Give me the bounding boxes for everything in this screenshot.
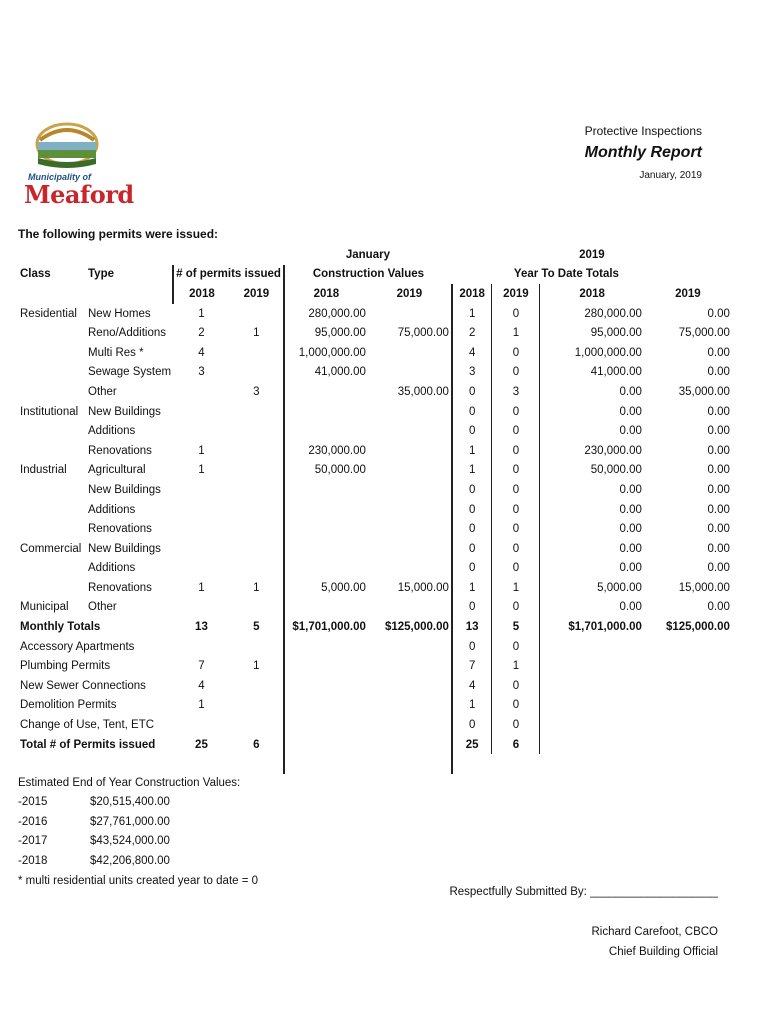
extra-t2019	[644, 676, 732, 696]
col-ytd-year: 2019	[579, 248, 605, 261]
mt-p19: 5	[230, 617, 284, 637]
row-t2019: 35,000.00	[678, 385, 730, 398]
row-p2019: 1	[230, 323, 284, 343]
extra-v2019	[368, 637, 452, 657]
extra-p2018	[173, 637, 230, 657]
row-y2019: 0	[492, 343, 540, 363]
extra-v2019	[368, 696, 452, 716]
row-p2018: 1	[198, 581, 205, 594]
extra-p2018	[173, 715, 230, 735]
row-t2019: 75,000.00	[678, 327, 730, 340]
row-type: New Buildings	[88, 542, 161, 555]
row-y2019: 0	[492, 559, 540, 579]
extra-v2018	[284, 637, 368, 657]
row-p2019: 3	[230, 382, 284, 402]
row-y2018: 0	[452, 500, 492, 520]
extra-label: Plumbing Permits	[20, 660, 111, 673]
official-role: Chief Building Official	[608, 946, 718, 958]
extra-y2019: 0	[492, 715, 540, 735]
mt-y19: 5	[492, 617, 540, 637]
multi-res-note: * multi residential units created year to date = 0	[18, 875, 259, 887]
submitted-by: Respectfully Submitted By: ____________________	[449, 886, 718, 898]
row-v2019: 35,000.00	[368, 382, 452, 402]
col-p2018: 2018	[173, 284, 230, 304]
report-date: January, 2019	[639, 170, 702, 181]
extra-t2019	[644, 696, 732, 716]
row-v2018: 1,000,000.00	[298, 346, 366, 359]
row-t2018: 0.00	[619, 542, 642, 555]
row-class	[18, 480, 86, 500]
mt-t18: $1,701,000.00	[568, 621, 642, 634]
header-row-1	[18, 245, 732, 265]
extra-y2018: 4	[452, 676, 492, 696]
row-v2018	[284, 421, 368, 441]
row-p2018: 1	[198, 464, 205, 477]
row-v2018: 41,000.00	[314, 366, 366, 379]
row-y2019: 0	[492, 461, 540, 481]
row-t2019: 0.00	[707, 523, 730, 536]
extra-label: Demolition Permits	[20, 699, 117, 712]
estimate-year: -2017	[18, 835, 48, 848]
row-v2018	[284, 598, 368, 618]
col-p2019: 2019	[230, 284, 284, 304]
row-t2018: 95,000.00	[590, 327, 642, 340]
row-t2019: 0.00	[707, 601, 730, 614]
row-t2019: 0.00	[707, 346, 730, 359]
permit-row	[18, 578, 732, 598]
extra-row	[18, 676, 732, 696]
permit-row	[18, 323, 732, 343]
row-v2018	[284, 382, 368, 402]
row-type: New Buildings	[88, 483, 161, 496]
report-title: Monthly Report	[584, 144, 702, 161]
row-t2018: 0.00	[619, 503, 642, 516]
row-p2019	[230, 304, 284, 324]
row-class	[18, 441, 86, 461]
estimate-row	[18, 816, 170, 836]
col-ytd-title: Year To Date Totals	[513, 268, 619, 281]
row-v2019	[368, 519, 452, 539]
row-t2018: 0.00	[619, 405, 642, 418]
permit-row	[18, 519, 732, 539]
extra-label: Change of Use, Tent, ETC	[20, 719, 155, 732]
row-class: Industrial	[20, 464, 67, 477]
department-name: Protective Inspections	[584, 124, 702, 138]
row-t2019: 0.00	[707, 425, 730, 438]
extra-p2019	[230, 696, 284, 716]
row-y2019: 0	[492, 519, 540, 539]
row-y2018: 3	[452, 363, 492, 383]
row-t2019: 0.00	[707, 366, 730, 379]
extra-v2019	[368, 715, 452, 735]
extra-row	[18, 656, 732, 676]
permit-rows	[18, 304, 732, 618]
mt-v19: $125,000.00	[368, 617, 452, 637]
row-y2019: 0	[492, 304, 540, 324]
row-y2019: 3	[492, 382, 540, 402]
col-v2018: 2018	[313, 287, 340, 300]
extra-p2019	[230, 676, 284, 696]
extra-t2019	[644, 715, 732, 735]
row-t2018: 0.00	[619, 562, 642, 575]
row-v2018: 5,000.00	[321, 581, 366, 594]
extra-row	[18, 696, 732, 716]
permit-row	[18, 441, 732, 461]
row-type: Additions	[88, 425, 136, 438]
col-type: Type	[88, 268, 114, 281]
row-v2018: 280,000.00	[308, 307, 366, 320]
row-type: New Buildings	[88, 405, 161, 418]
row-v2019	[368, 363, 452, 383]
extra-row	[18, 637, 732, 657]
row-type: Sewage System	[88, 366, 172, 379]
permit-row	[18, 382, 732, 402]
row-p2019	[230, 480, 284, 500]
row-t2019: 0.00	[707, 464, 730, 477]
row-class	[18, 578, 86, 598]
header-row-2	[18, 265, 732, 285]
row-type: Agricultural	[88, 464, 146, 477]
row-y2018: 1	[452, 461, 492, 481]
row-p2019	[230, 421, 284, 441]
permits-table	[18, 245, 732, 774]
row-p2018	[173, 500, 230, 520]
ti-p18: 25	[195, 738, 208, 751]
row-p2018	[173, 402, 230, 422]
row-t2019: 0.00	[707, 444, 730, 457]
spacer-row	[18, 754, 732, 774]
extra-rows	[18, 637, 732, 735]
extra-y2019: 0	[492, 637, 540, 657]
row-v2018: 230,000.00	[308, 444, 366, 457]
row-p2018	[173, 539, 230, 559]
row-y2018: 0	[452, 598, 492, 618]
row-v2018: 95,000.00	[314, 327, 366, 340]
ti-y18: 25	[452, 735, 492, 755]
row-p2018	[173, 382, 230, 402]
extra-t2019	[644, 656, 732, 676]
extra-row	[18, 715, 732, 735]
row-p2018: 2	[198, 327, 205, 340]
row-class	[18, 323, 86, 343]
row-v2019: 75,000.00	[368, 323, 452, 343]
extra-v2018	[284, 696, 368, 716]
row-y2019: 0	[492, 421, 540, 441]
extra-t2019	[644, 637, 732, 657]
row-t2018: 1,000,000.00	[574, 346, 642, 359]
row-v2018	[284, 559, 368, 579]
extra-t2018	[540, 637, 644, 657]
row-type: Additions	[88, 503, 136, 516]
row-v2019	[368, 402, 452, 422]
row-y2018: 2	[452, 323, 492, 343]
row-class	[18, 559, 86, 579]
row-p2018	[173, 559, 230, 579]
row-t2019: 0.00	[707, 483, 730, 496]
row-t2018: 280,000.00	[584, 307, 642, 320]
mt-v18: $1,701,000.00	[292, 621, 366, 634]
extra-label: New Sewer Connections	[20, 679, 146, 692]
extra-v2018	[284, 656, 368, 676]
col-y2019: 2019	[492, 284, 540, 304]
col-january: January	[345, 248, 390, 261]
estimates-list	[18, 796, 170, 874]
row-v2018: 50,000.00	[314, 464, 366, 477]
row-y2018: 0	[452, 382, 492, 402]
row-p2018: 1	[198, 307, 205, 320]
monthly-totals-row	[18, 617, 732, 637]
row-v2019	[368, 598, 452, 618]
row-class	[18, 382, 86, 402]
row-y2018: 0	[452, 421, 492, 441]
row-v2018	[284, 402, 368, 422]
extra-y2019: 0	[492, 676, 540, 696]
row-t2019: 0.00	[707, 562, 730, 575]
col-y2018: 2018	[452, 284, 492, 304]
row-t2018: 41,000.00	[590, 366, 642, 379]
row-p2019	[230, 519, 284, 539]
row-t2019: 0.00	[707, 542, 730, 555]
extra-v2019	[368, 676, 452, 696]
extra-t2018	[540, 715, 644, 735]
estimate-row	[18, 796, 170, 816]
row-y2018: 0	[452, 539, 492, 559]
row-t2018: 0.00	[619, 425, 642, 438]
row-p2019	[230, 441, 284, 461]
row-p2019	[230, 343, 284, 363]
row-v2018	[284, 480, 368, 500]
row-type: Multi Res *	[88, 346, 144, 359]
row-p2019	[230, 539, 284, 559]
row-type: Renovations	[88, 523, 152, 536]
row-v2019	[368, 480, 452, 500]
row-class: Residential	[20, 307, 77, 320]
ti-y19: 6	[492, 735, 540, 755]
permit-row	[18, 402, 732, 422]
estimate-year: -2016	[18, 815, 48, 828]
row-v2019	[368, 559, 452, 579]
row-t2019: 0.00	[707, 405, 730, 418]
monthly-totals-label: Monthly Totals	[20, 621, 101, 634]
municipality-logo	[22, 120, 134, 210]
row-t2019: 15,000.00	[678, 581, 730, 594]
extra-p2018: 4	[198, 679, 205, 692]
official-name: Richard Carefoot, CBCO	[591, 926, 718, 938]
extra-v2018	[284, 715, 368, 735]
permit-row	[18, 363, 732, 383]
row-y2019: 0	[492, 598, 540, 618]
permit-row	[18, 343, 732, 363]
row-type: Other	[88, 385, 117, 398]
row-p2018	[173, 598, 230, 618]
extra-p2019	[230, 715, 284, 735]
row-y2019: 0	[492, 363, 540, 383]
row-p2019	[230, 500, 284, 520]
row-y2018: 0	[452, 519, 492, 539]
permit-row	[18, 480, 732, 500]
extra-p2019: 1	[230, 656, 284, 676]
col-construction-values: Construction Values	[312, 268, 425, 281]
extra-y2018: 0	[452, 715, 492, 735]
row-y2019: 0	[492, 441, 540, 461]
row-p2019	[230, 598, 284, 618]
permit-row	[18, 421, 732, 441]
row-class	[18, 363, 86, 383]
row-y2018: 0	[452, 480, 492, 500]
permit-row	[18, 598, 732, 618]
estimate-value: $42,206,800.00	[90, 854, 170, 867]
extra-p2018: 7	[198, 660, 205, 673]
row-type: Reno/Additions	[88, 327, 166, 340]
estimate-year: -2015	[18, 796, 48, 808]
row-t2018: 0.00	[619, 385, 642, 398]
row-t2018: 0.00	[619, 523, 642, 536]
row-p2018: 3	[198, 366, 205, 379]
extra-y2019: 0	[492, 696, 540, 716]
extra-y2018: 0	[452, 637, 492, 657]
row-v2019	[368, 441, 452, 461]
row-v2019	[368, 343, 452, 363]
row-p2019	[230, 363, 284, 383]
ti-p19: 6	[230, 735, 284, 755]
row-class	[18, 500, 86, 520]
row-type: New Homes	[88, 307, 151, 320]
row-v2019: 15,000.00	[368, 578, 452, 598]
row-t2018: 5,000.00	[597, 581, 642, 594]
permit-row	[18, 304, 732, 324]
header-row-3	[18, 284, 732, 304]
logo-line1: Municipality of	[28, 172, 91, 182]
mt-t19: $125,000.00	[665, 621, 730, 634]
row-y2018: 0	[452, 402, 492, 422]
extra-t2018	[540, 696, 644, 716]
row-class	[18, 421, 86, 441]
extra-y2019: 1	[492, 656, 540, 676]
permit-row	[18, 559, 732, 579]
estimate-value: $27,761,000.00	[90, 815, 170, 828]
row-t2019: 0.00	[707, 503, 730, 516]
row-p2019: 1	[230, 578, 284, 598]
row-v2018	[284, 519, 368, 539]
row-type: Additions	[88, 562, 136, 575]
row-v2018	[284, 500, 368, 520]
col-t2019: 2019	[675, 287, 701, 300]
row-p2019	[230, 461, 284, 481]
row-y2019: 1	[492, 323, 540, 343]
row-y2018: 4	[452, 343, 492, 363]
row-p2019	[230, 402, 284, 422]
mt-y18: 13	[452, 617, 492, 637]
extra-v2019	[368, 656, 452, 676]
row-class: Commercial	[20, 542, 82, 555]
estimate-value: $43,524,000.00	[90, 835, 170, 848]
estimate-year: -2018	[18, 854, 48, 867]
row-y2018: 1	[452, 441, 492, 461]
row-y2019: 0	[492, 539, 540, 559]
permit-row	[18, 500, 732, 520]
row-t2018: 0.00	[619, 601, 642, 614]
row-p2018	[173, 421, 230, 441]
row-t2018: 50,000.00	[590, 464, 642, 477]
row-y2018: 1	[452, 304, 492, 324]
row-y2019: 0	[492, 500, 540, 520]
col-permits-issued: # of permits issued	[173, 265, 284, 285]
row-v2019	[368, 461, 452, 481]
total-issued-row	[18, 735, 732, 755]
row-v2019	[368, 500, 452, 520]
estimate-row	[18, 855, 170, 875]
row-type: Renovations	[88, 581, 152, 594]
row-class	[18, 343, 86, 363]
row-y2019: 0	[492, 402, 540, 422]
estimates-title: Estimated End of Year Construction Values:	[18, 777, 241, 789]
extra-y2018: 1	[452, 696, 492, 716]
col-t2018: 2018	[579, 287, 605, 300]
extra-t2018	[540, 676, 644, 696]
row-v2019	[368, 539, 452, 559]
extra-label: Accessory Apartments	[20, 640, 135, 653]
row-class: Institutional	[20, 405, 79, 418]
row-type: Other	[88, 601, 117, 614]
row-y2019: 1	[492, 578, 540, 598]
row-t2018: 0.00	[619, 483, 642, 496]
col-class: Class	[20, 268, 51, 281]
row-class	[18, 519, 86, 539]
extra-y2018: 7	[452, 656, 492, 676]
mt-p18: 13	[195, 621, 208, 634]
row-v2018	[284, 539, 368, 559]
permit-row	[18, 461, 732, 481]
row-t2019: 0.00	[707, 307, 730, 320]
row-class: Municipal	[20, 601, 69, 614]
row-p2018: 1	[198, 444, 205, 457]
extra-v2018	[284, 676, 368, 696]
row-y2018: 1	[452, 578, 492, 598]
total-issued-label: Total # of Permits issued	[20, 738, 156, 751]
estimate-value: $20,515,400.00	[90, 796, 170, 808]
permit-row	[18, 539, 732, 559]
row-y2018: 0	[452, 559, 492, 579]
row-y2019: 0	[492, 480, 540, 500]
row-p2018: 4	[198, 346, 205, 359]
row-type: Renovations	[88, 444, 152, 457]
intro-text: The following permits were issued:	[18, 227, 219, 241]
extra-t2018	[540, 656, 644, 676]
row-p2018	[173, 519, 230, 539]
estimate-row	[18, 835, 170, 855]
extra-p2018: 1	[198, 699, 205, 712]
col-v2019: 2019	[368, 284, 452, 304]
extra-p2019	[230, 637, 284, 657]
logo-line2: Meaford	[24, 180, 134, 209]
row-p2019	[230, 559, 284, 579]
row-v2019	[368, 304, 452, 324]
row-t2018: 230,000.00	[584, 444, 642, 457]
row-p2018	[173, 480, 230, 500]
row-v2019	[368, 421, 452, 441]
